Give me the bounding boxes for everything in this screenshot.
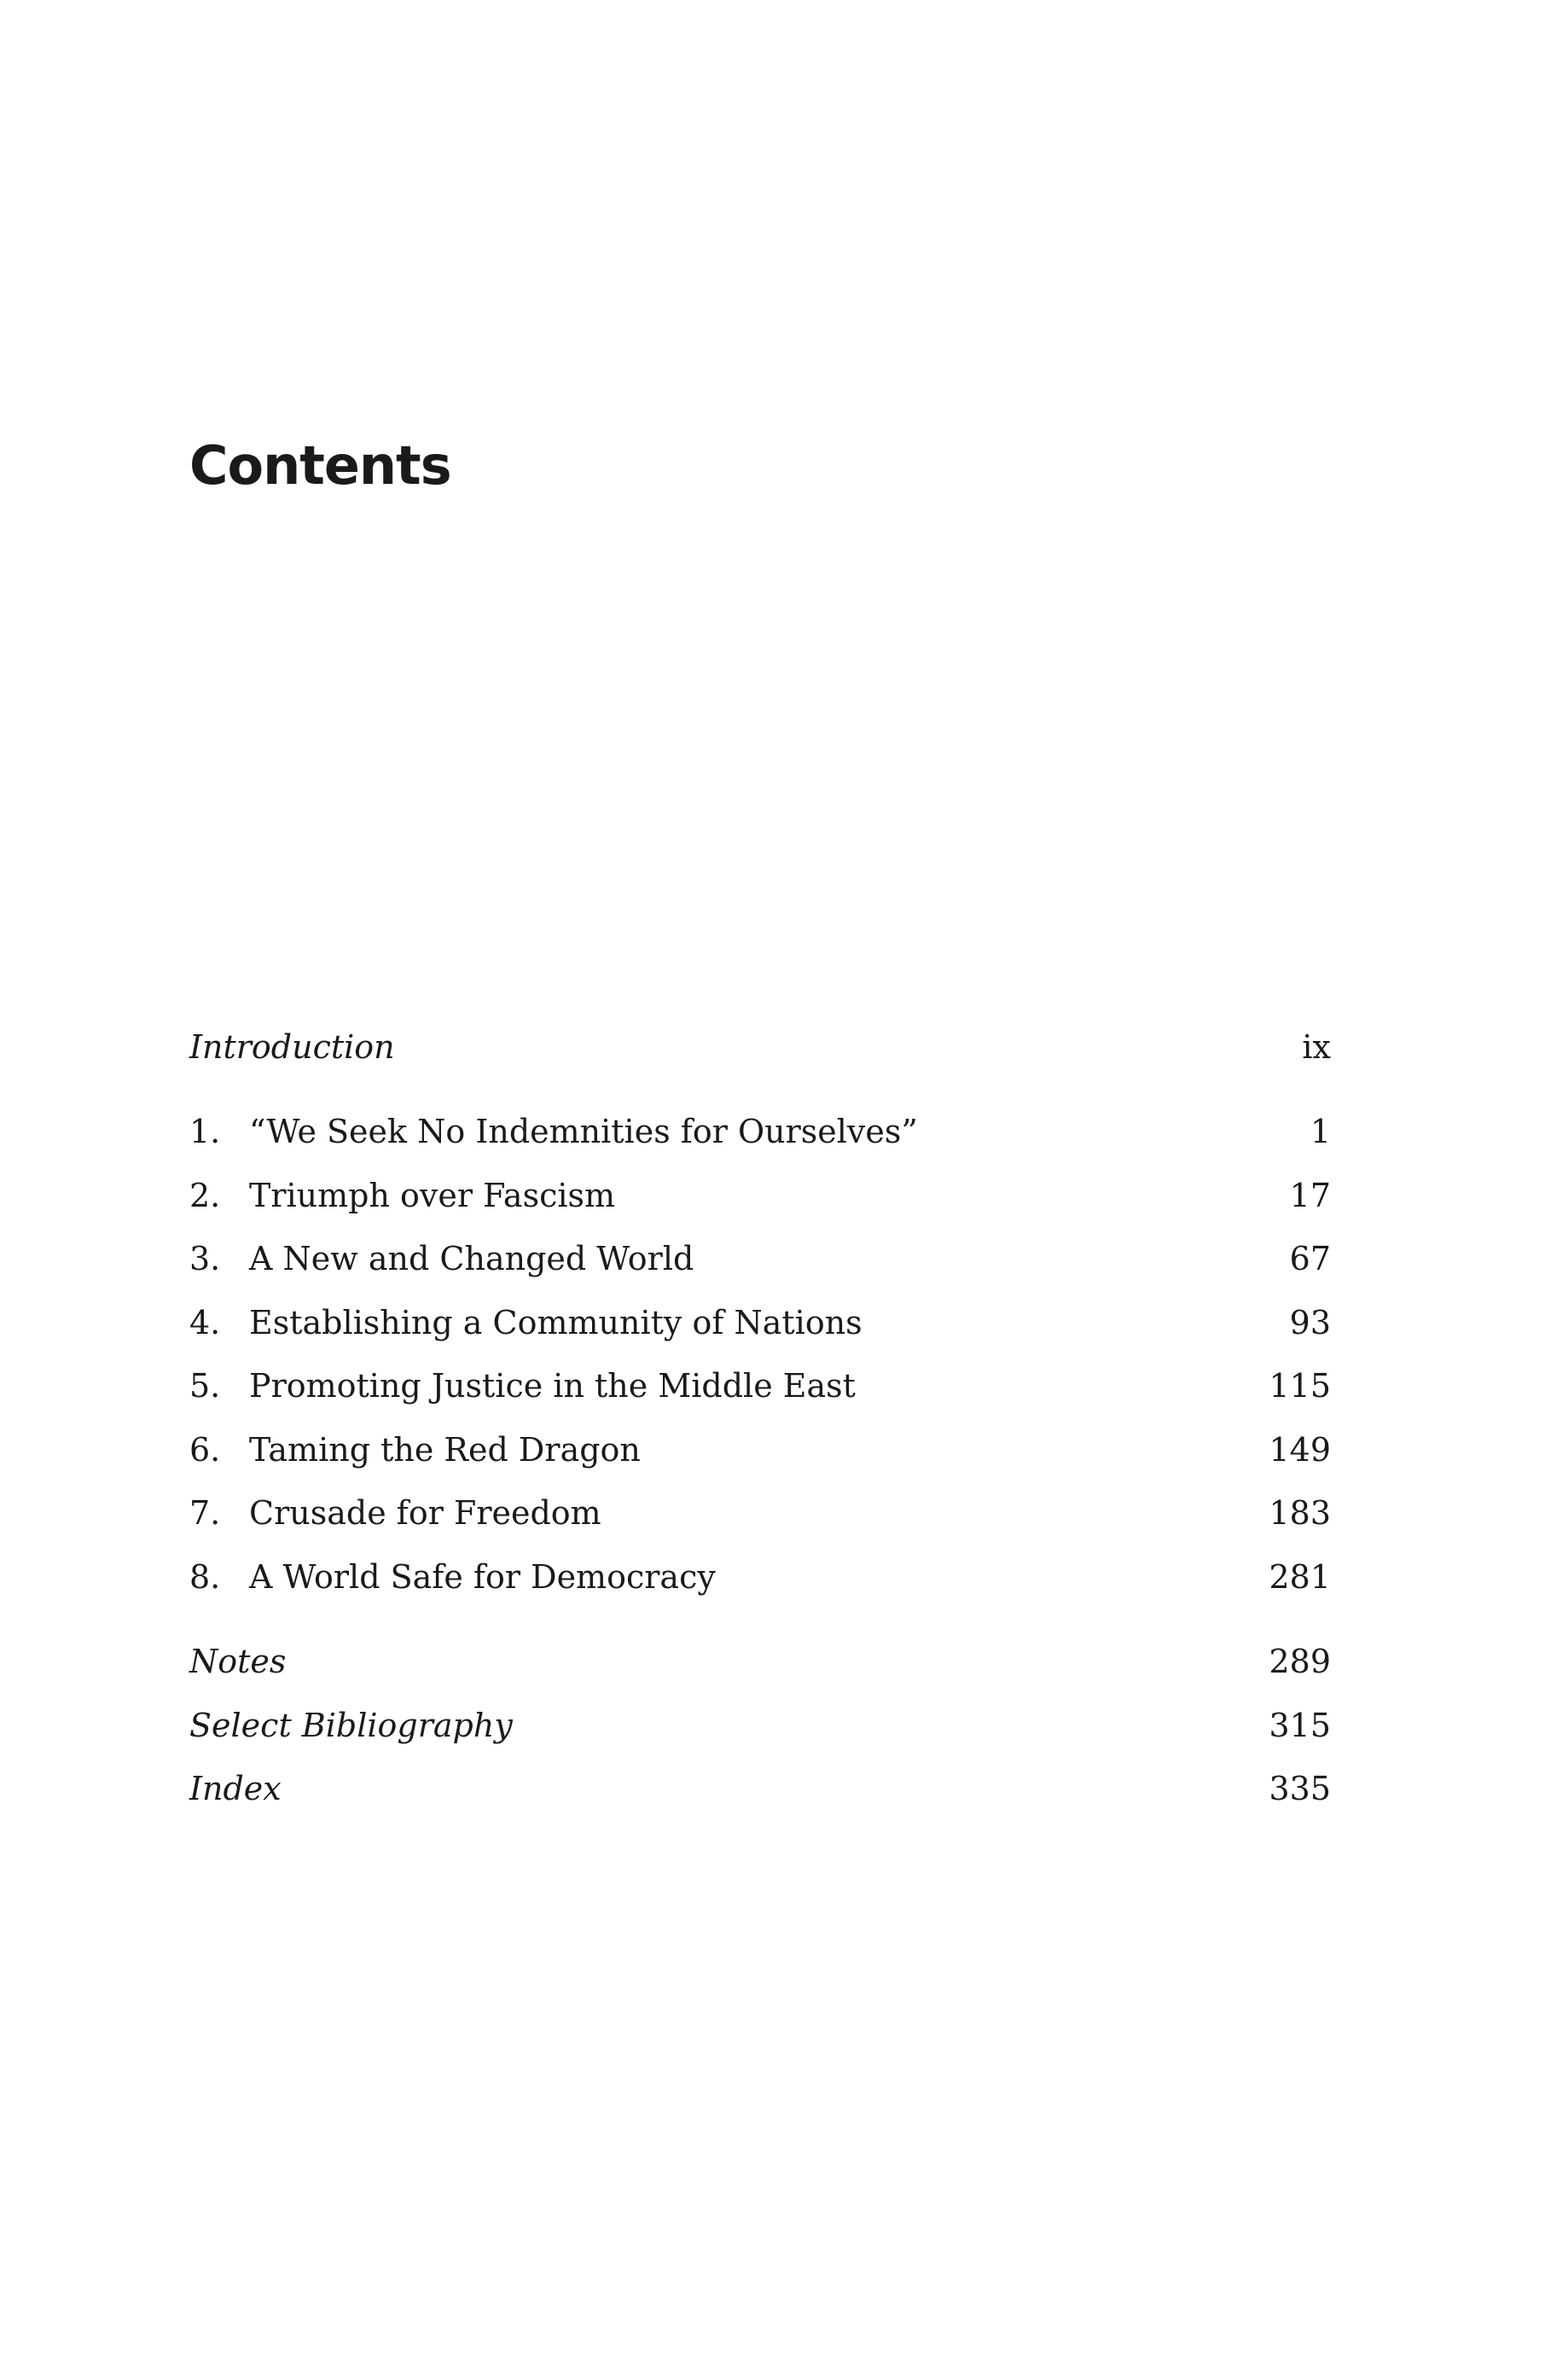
toc-entry-index (189, 1770, 1331, 1818)
chapter-number: 2. (189, 1177, 221, 1214)
toc-entry-title: Promoting Justice in the Middle East (249, 1367, 856, 1405)
toc-entry-page: 315 (1269, 1707, 1331, 1744)
toc-entry-chapter-4 (189, 1304, 1331, 1352)
page-title: Contents (189, 434, 451, 497)
toc-entry-page: 281 (1269, 1558, 1331, 1596)
chapter-number: 4. (189, 1304, 221, 1341)
chapter-number: 5. (189, 1367, 221, 1405)
toc-entry-chapter-6 (189, 1431, 1331, 1479)
toc-entry-introduction (189, 1028, 1331, 1076)
toc-entry-chapter-2 (189, 1177, 1331, 1225)
toc-entry-title: Establishing a Community of Nations (249, 1304, 862, 1341)
toc-entry-chapter-1 (189, 1113, 1331, 1161)
toc-entry-title: A World Safe for Democracy (249, 1558, 716, 1596)
toc-entry-page: 93 (1289, 1304, 1331, 1341)
toc-entry-page: ix (1302, 1028, 1331, 1066)
toc-entry-page: 115 (1269, 1367, 1331, 1405)
toc-entry-page: 183 (1269, 1494, 1331, 1532)
toc-entry-page: 1 (1310, 1113, 1331, 1150)
toc-entry-title: Triumph over Fascism (249, 1177, 616, 1214)
toc-entry-chapter-7 (189, 1494, 1331, 1542)
toc-entry-page: 67 (1289, 1240, 1331, 1277)
toc-entry-title: Notes (189, 1643, 287, 1680)
toc-entry-page: 149 (1269, 1431, 1331, 1469)
chapter-number: 1. (189, 1113, 221, 1150)
chapter-number: 3. (189, 1240, 221, 1277)
toc-entry-page: 289 (1269, 1643, 1331, 1680)
toc-entry-title: Crusade for Freedom (249, 1494, 601, 1532)
toc-entry-page: 335 (1269, 1770, 1331, 1807)
toc-entry-chapter-3 (189, 1240, 1331, 1288)
toc-entry-notes (189, 1643, 1331, 1690)
toc-entry-chapter-8 (189, 1558, 1331, 1606)
toc-entry-chapter-5 (189, 1367, 1331, 1415)
toc-entry-title: “We Seek No Indemnities for Ourselves” (249, 1113, 918, 1150)
toc-entry-select-bibliography (189, 1707, 1331, 1754)
toc-entry-title: Index (189, 1770, 282, 1807)
toc-entry-title: Select Bibliography (189, 1707, 513, 1744)
toc-entry-title: Introduction (189, 1028, 395, 1066)
toc-entry-title: A New and Changed World (249, 1240, 694, 1277)
chapter-number: 6. (189, 1431, 221, 1469)
chapter-number: 8. (189, 1558, 221, 1596)
toc-entry-title: Taming the Red Dragon (249, 1431, 641, 1469)
chapter-number: 7. (189, 1494, 221, 1532)
toc-entry-page: 17 (1289, 1177, 1331, 1214)
